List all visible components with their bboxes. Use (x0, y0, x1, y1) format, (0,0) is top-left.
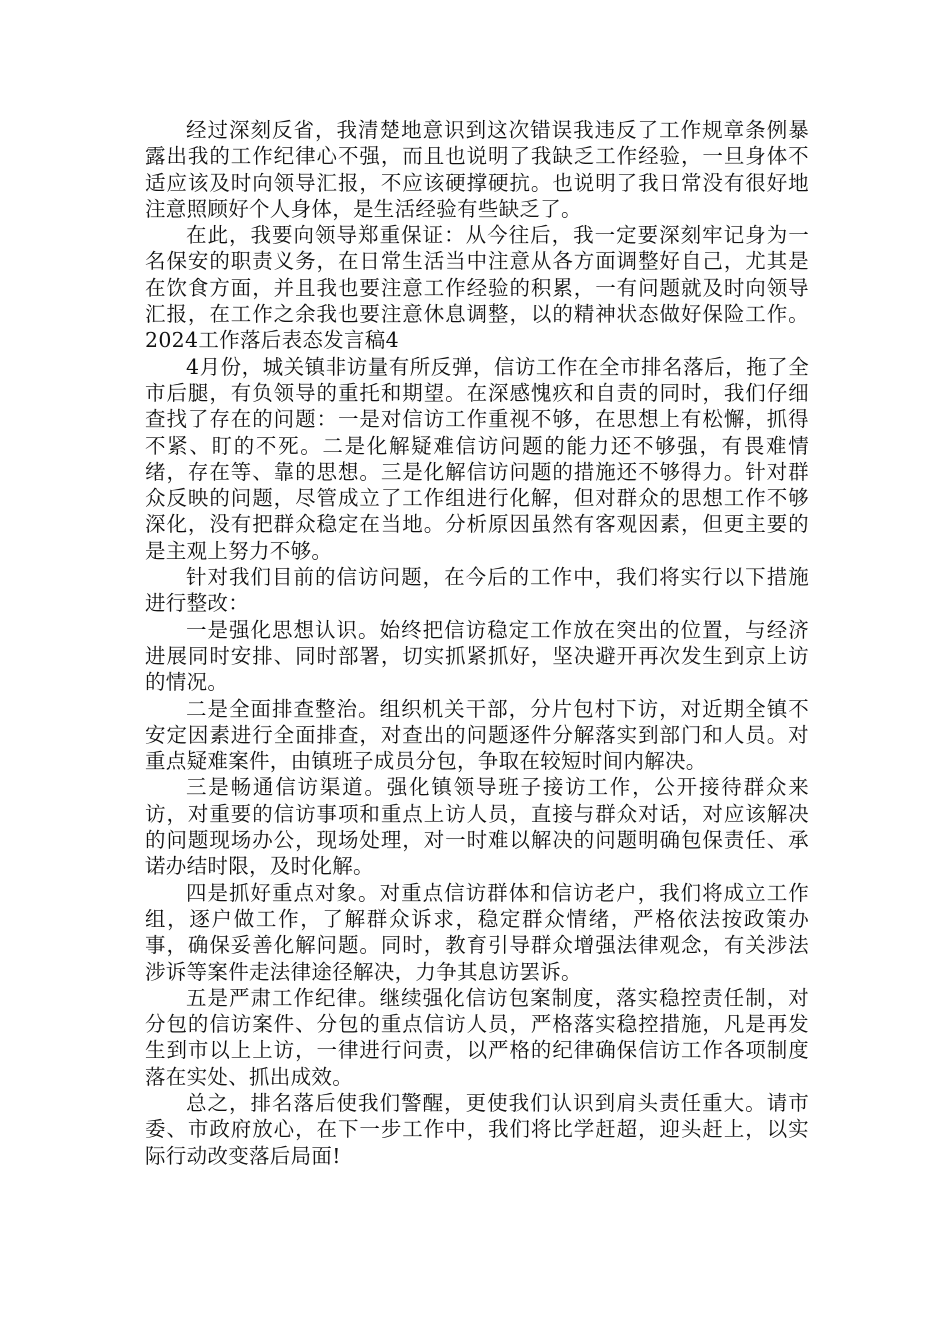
paragraph: 一是强化思想认识。始终把信访稳定工作放在突出的位置，与经济进展同时安排、同时部署，切实抓紧抓好，坚决避开再次发生到京上访的情况。 (145, 617, 809, 695)
paragraph: 三是畅通信访渠道。强化镇领导班子接访工作，公开接待群众来访，对重要的信访事项和重点上访人员，直接与群众对话，对应该解决的问题现场办公，现场处理，对一时难以解决的问题明确包保责任、承诺办结时限，及时化解。 (145, 775, 809, 879)
paragraph: 针对我们目前的信访问题，在今后的工作中，我们将实行以下措施进行整改： (145, 565, 809, 616)
paragraph: 经过深刻反省，我清楚地意识到这次错误我违反了工作规章条例暴露出我的工作纪律心不强，而且也说明了我缺乏工作经验，一旦身体不适应该及时向领导汇报，不应该硬撑硬抗。也说明了我日常没有很好地注意照顾好个人身体，是生活经验有些缺乏了。 (145, 118, 809, 221)
document-body (145, 117, 809, 1169)
paragraph: 二是全面排查整治。组织机关干部，分片包村下访，对近期全镇不安定因素进行全面排查，对查出的问题逐件分解落实到部门和人员。对重点疑难案件，由镇班子成员分包，争取在较短时间内解决。 (145, 696, 809, 774)
paragraph: 在此，我要向领导郑重保证：从今往后，我一定要深刻牢记身为一名保安的职责义务，在日常生活当中注意从各方面调整好自己，尤其是在饮食方面，并且我也要注意工作经验的积累，一有问题就及时向领导汇报，在工作之余我也要注意休息调整，以的精神状态做好保险工作。2024工作落后表态发言稿4 (145, 223, 809, 353)
paragraph: 五是严肃工作纪律。继续强化信访包案制度，落实稳控责任制，对分包的信访案件、分包的重点信访人员，严格落实稳控措施，凡是再发生到市以上上访，一律进行问责，以严格的纪律确保信访工作各项制度落在实处、抓出成效。 (145, 985, 809, 1089)
paragraph: 总之，排名落后使我们警醒，更使我们认识到肩头责任重大。请市委、市政府放心，在下一步工作中，我们将比学赶超，迎头赶上，以实际行动改变落后局面! (145, 1090, 809, 1168)
paragraph: 四是抓好重点对象。对重点信访群体和信访老户，我们将成立工作组，逐户做工作，了解群众诉求，稳定群众情绪，严格依法按政策办事，确保妥善化解问题。同时，教育引导群众增强法律观念，有关涉法涉诉等案件走法律途径解决，力争其息访罢诉。 (145, 880, 809, 984)
paragraph: 4月份，城关镇非访量有所反弹，信访工作在全市排名落后，拖了全市后腿，有负领导的重托和期望。在深感愧疚和自责的同时，我们仔细查找了存在的问题：一是对信访工作重视不够，在思想上有松懈，抓得不紧、盯的不死。二是化解疑难信访问题的能力还不够强，有畏难情绪，存在等、靠的思想。三是化解信访问题的措施还不够得力。针对群众反映的问题，尽管成立了工作组进行化解，但对群众的思想工作不够深化，没有把群众稳定在当地。分析原因虽然有客观因素，但更主要的是主观上努力不够。 (145, 354, 809, 563)
